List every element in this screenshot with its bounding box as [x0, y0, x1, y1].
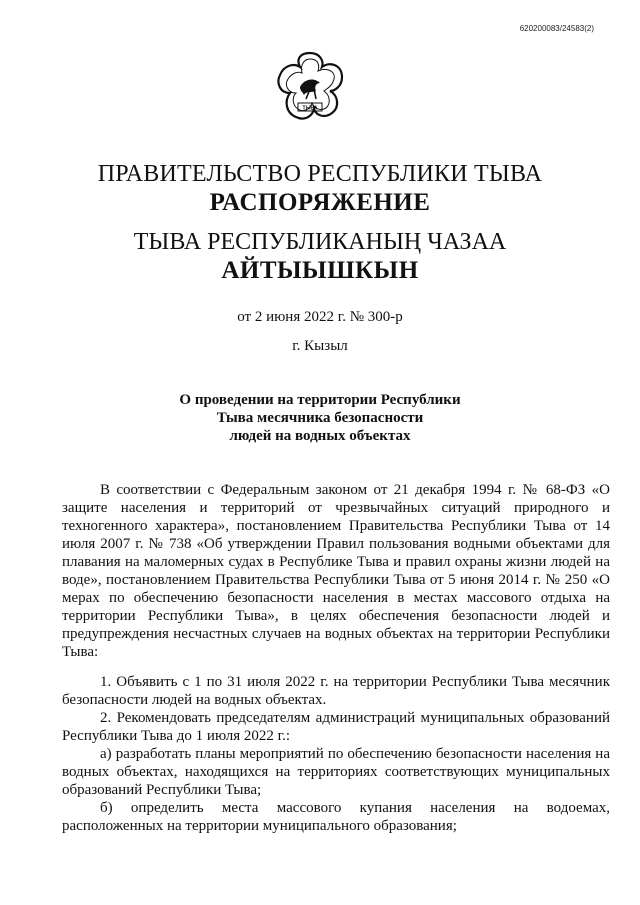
preamble-paragraph: В соответствии с Федеральным законом от 21 декабря 1994 г. № 68-ФЗ «О защите населения и территорий от чрезвычайных ситуаций природного и техногенного характера», постановлением Правительства Республики Тыва от 14 июля 2007 г. № 738 «Об утверждении Правил пользования водными объектами для плавания на маломерных судах в Республике Тыва и правил охраны жизни людей на воде», постановлением Правительства Республики Тыва от 5 июня 2014 г. № 250 «О мерах по обеспечению безопасности населения в местах массового отдыха на территории Республики Тыва», в целях обеспечения безопасности людей и предупреждения несчастных случаев на водных объектах на территории Республики Тыва: [62, 482, 610, 660]
item-1: 1. Объявить с 1 по 31 июля 2022 г. на территории Республики Тыва месячник безопасности людей на водных объектах. [62, 674, 610, 708]
order-title-ru: РАСПОРЯЖЕНИЕ [209, 189, 431, 216]
preamble-section [62, 481, 610, 661]
document-subject [0, 391, 640, 445]
subject-line: Тыва месячника безопасности [216, 410, 424, 426]
item-2b: б) определить места массового купания населения на водоемах, расположенных на территории муниципального образования; [62, 800, 610, 834]
order-items [62, 673, 610, 835]
subject-line: людей на водных объектах [229, 428, 411, 444]
order-title-tyv: АЙТЫЫШКЫН [221, 257, 419, 284]
item-2: 2. Рекомендовать председателям администраций муниципальных образований Республики Тыва до 1 июля 2022 г.: [62, 710, 610, 744]
document-date: от 2 июня 2022 г. № 300-р [237, 309, 403, 325]
document-city: г. Кызыл [292, 338, 348, 354]
subject-line: О проведении на территории Республики [179, 392, 461, 408]
emblem-label: ТЫВА [302, 105, 318, 112]
item-2a: а) разработать планы мероприятий по обеспечению безопасности населения на водных объектах, находящихся на территориях соответствующих муниципальных образований Республики Тыва; [62, 746, 610, 798]
emblem-icon [270, 49, 350, 125]
government-title-ru: ПРАВИТЕЛЬСТВО РЕСПУБЛИКИ ТЫВА [97, 161, 543, 187]
government-title-tyv: ТЫВА РЕСПУБЛИКАНЫҢ ЧАЗАА [133, 229, 507, 255]
document-id: 620200083/24583(2) [519, 24, 594, 33]
